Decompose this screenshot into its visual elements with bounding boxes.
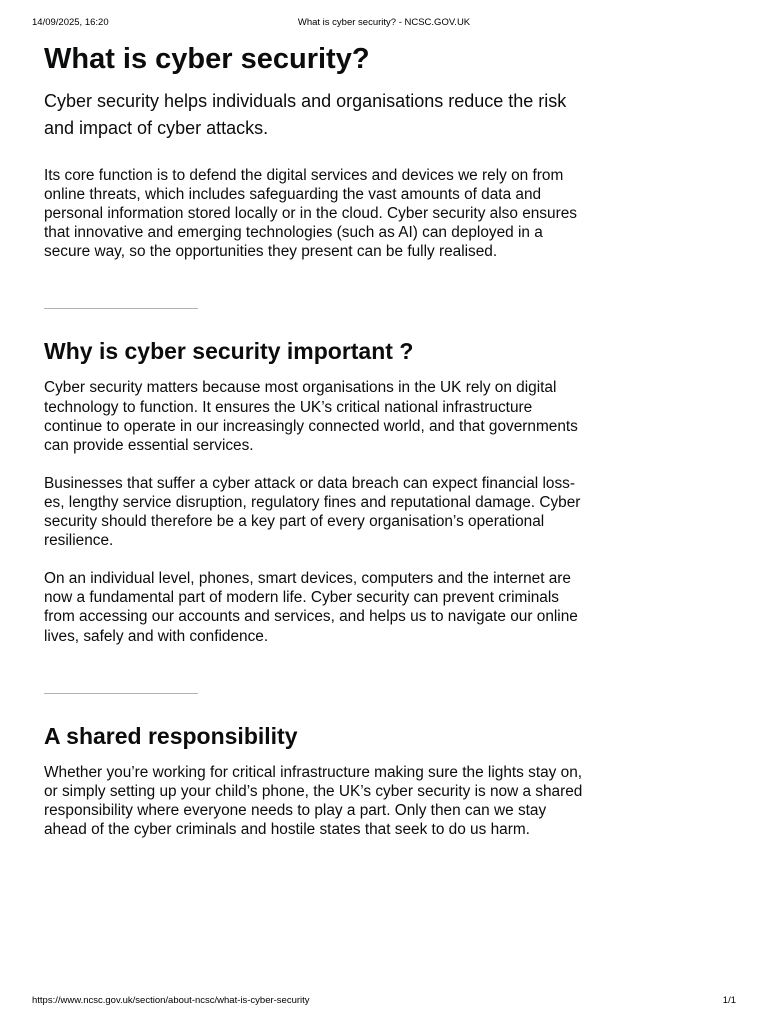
section-heading-shared-responsibility: A shared responsibility	[44, 722, 298, 749]
print-page-title: What is cyber security? - NCSC.GOV.UK	[297, 17, 471, 28]
print-footer	[0, 995, 768, 1009]
print-datetime: 14/09/2025, 16:20	[32, 17, 109, 28]
section-paragraph: On an individual level, phones, smart devices, computers and the internet are now a fundamental part of modern life. Cyber security can prevent criminals from accessing our accounts and services, and helps us to navigate our online lives, safely and with confidence.	[44, 570, 578, 645]
print-header	[0, 17, 768, 31]
print-page-number: 1/1	[722, 995, 736, 1006]
page-title: What is cyber security?	[44, 43, 370, 75]
section-paragraph: Businesses that suffer a cyber attack or data breach can expect financial loss-es, lengthy service disruption, regulatory fines and reputational damage. Cyber security should therefore be a key part of every organisation’s operational resilience.	[44, 474, 581, 550]
section-divider	[44, 308, 198, 309]
lead-paragraph: Cyber security helps individuals and organisations reduce the risk and impact of cyber attacks.	[44, 91, 567, 138]
article	[44, 36, 584, 858]
section-paragraph: Whether you’re working for critical infrastructure making sure the lights stay on, or simply setting up your child’s phone, the UK’s cyber security is now a shared responsibility where everyone needs to play a part. Only then can we stay ahead of the cyber criminals and hostile states that seek to do us harm.	[44, 763, 583, 838]
section-heading-why-important: Why is cyber security important ?	[44, 338, 414, 365]
print-url: https://www.ncsc.gov.uk/section/about-ncsc/what-is-cyber-security	[32, 995, 310, 1006]
section-paragraph: Cyber security matters because most organisations in the UK rely on digital technology to function. It ensures the UK’s critical national infrastructure continue to operate in our increasingly connected world, and that governments can provide essential services.	[44, 379, 578, 454]
intro-paragraph: Its core function is to defend the digital services and devices we rely on from online threats, which includes safeguarding the vast amounts of data and personal information stored locally or in the cloud. Cyber security also ensures that innovative and emerging technologies (such as AI) can deployed in a secure way, so the opportunities they present can be fully realised.	[44, 167, 577, 261]
section-divider	[44, 693, 198, 694]
